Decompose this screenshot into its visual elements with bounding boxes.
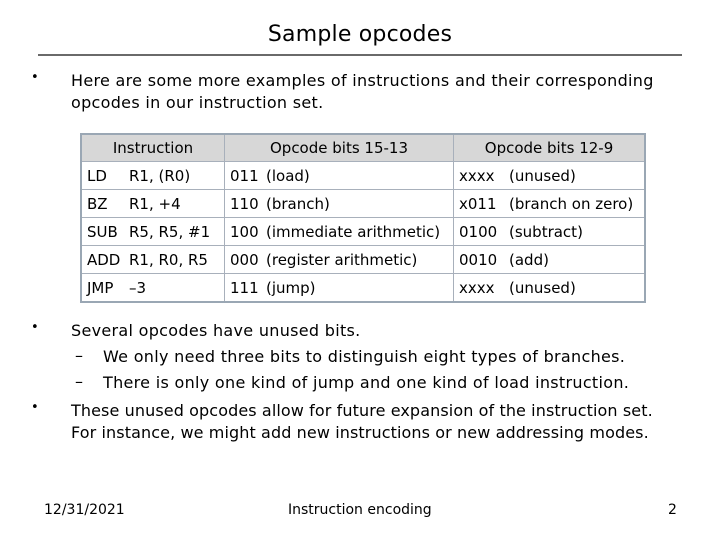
instruction-cell — [81, 274, 225, 303]
operands: R5, R5, #1 — [129, 222, 211, 241]
mnemonic: LD — [87, 166, 107, 185]
opcode-bits: x011 — [459, 194, 497, 213]
opcode-description: (immediate arithmetic) — [266, 222, 441, 241]
bullet-3-text — [71, 400, 653, 444]
footer-date: 12/31/2021 — [44, 502, 125, 518]
opcode-description: (unused) — [509, 166, 576, 185]
opcode-15-13-cell — [225, 162, 454, 190]
operands: R1, (R0) — [129, 166, 191, 185]
bullet-3-marker: • — [31, 400, 39, 415]
bullet-1-line-2: opcodes in our instruction set. — [71, 93, 324, 112]
opcode-description: (jump) — [266, 278, 316, 297]
operands: R1, R0, R5 — [129, 250, 208, 269]
table-row — [81, 246, 645, 274]
opcode-12-9-cell — [454, 218, 646, 246]
opcode-15-13-cell — [225, 190, 454, 218]
slide-title: Sample opcodes — [267, 22, 453, 47]
instruction-cell — [81, 162, 225, 190]
opcode-description: (add) — [509, 250, 549, 269]
opcode-bits: 011 — [230, 166, 259, 185]
opcode-12-9-cell — [454, 246, 646, 274]
opcode-table-header-row — [81, 134, 645, 162]
header-instruction: Instruction — [81, 134, 225, 162]
table-row — [81, 162, 645, 190]
operands: –3 — [129, 278, 147, 297]
bullet-3-line-1: These unused opcodes allow for future expansion of the instruction set. — [71, 401, 653, 420]
opcode-description: (branch) — [266, 194, 330, 213]
table-row — [81, 190, 645, 218]
opcode-bits: 0100 — [459, 222, 498, 241]
header-opcode-bits-15-13: Opcode bits 15-13 — [225, 134, 454, 162]
sub-bullet-1-marker: – — [75, 346, 83, 365]
instruction-cell — [81, 190, 225, 218]
opcode-bits: xxxx — [459, 166, 495, 185]
bullet-3-line-2: For instance, we might add new instructions or new addressing modes. — [71, 423, 649, 442]
instruction-cell — [81, 246, 225, 274]
mnemonic: BZ — [87, 194, 108, 213]
table-row — [81, 274, 645, 303]
header-opcode-bits-12-9: Opcode bits 12-9 — [454, 134, 646, 162]
opcode-description: (branch on zero) — [509, 194, 634, 213]
opcode-15-13-cell — [225, 218, 454, 246]
bullet-1-text — [71, 70, 654, 114]
opcode-description: (register arithmetic) — [266, 250, 418, 269]
mnemonic: SUB — [87, 222, 118, 241]
operands: R1, +4 — [129, 194, 181, 213]
instruction-cell — [81, 218, 225, 246]
opcode-12-9-cell — [454, 162, 646, 190]
footer-page-number: 2 — [668, 502, 677, 518]
opcode-description: (load) — [266, 166, 310, 185]
opcode-description: (subtract) — [509, 222, 583, 241]
bullet-2-marker: • — [31, 320, 39, 335]
opcode-12-9-cell — [454, 274, 646, 303]
title-divider — [38, 54, 682, 56]
mnemonic: JMP — [87, 278, 114, 297]
mnemonic: ADD — [87, 250, 121, 269]
table-row — [81, 218, 645, 246]
opcode-bits: 0010 — [459, 250, 498, 269]
sub-bullet-2-marker: – — [75, 372, 83, 391]
opcode-bits: 111 — [230, 278, 259, 297]
opcode-bits: 000 — [230, 250, 259, 269]
opcode-15-13-cell — [225, 274, 454, 303]
footer-title: Instruction encoding — [288, 502, 432, 518]
sub-bullet-1-text: We only need three bits to distinguish eight types of branches. — [103, 347, 626, 366]
sub-bullet-2-text: There is only one kind of jump and one kind of load instruction. — [103, 373, 630, 392]
opcode-bits: 110 — [230, 194, 259, 213]
bullet-2-text: Several opcodes have unused bits. — [71, 321, 361, 340]
bullet-1-marker: • — [31, 70, 39, 85]
opcode-bits: xxxx — [459, 278, 495, 297]
opcode-15-13-cell — [225, 246, 454, 274]
bullet-1-line-1: Here are some more examples of instructions and their corresponding — [71, 71, 654, 90]
opcode-table — [80, 133, 646, 303]
opcode-description: (unused) — [509, 278, 576, 297]
opcode-bits: 100 — [230, 222, 259, 241]
opcode-12-9-cell — [454, 190, 646, 218]
